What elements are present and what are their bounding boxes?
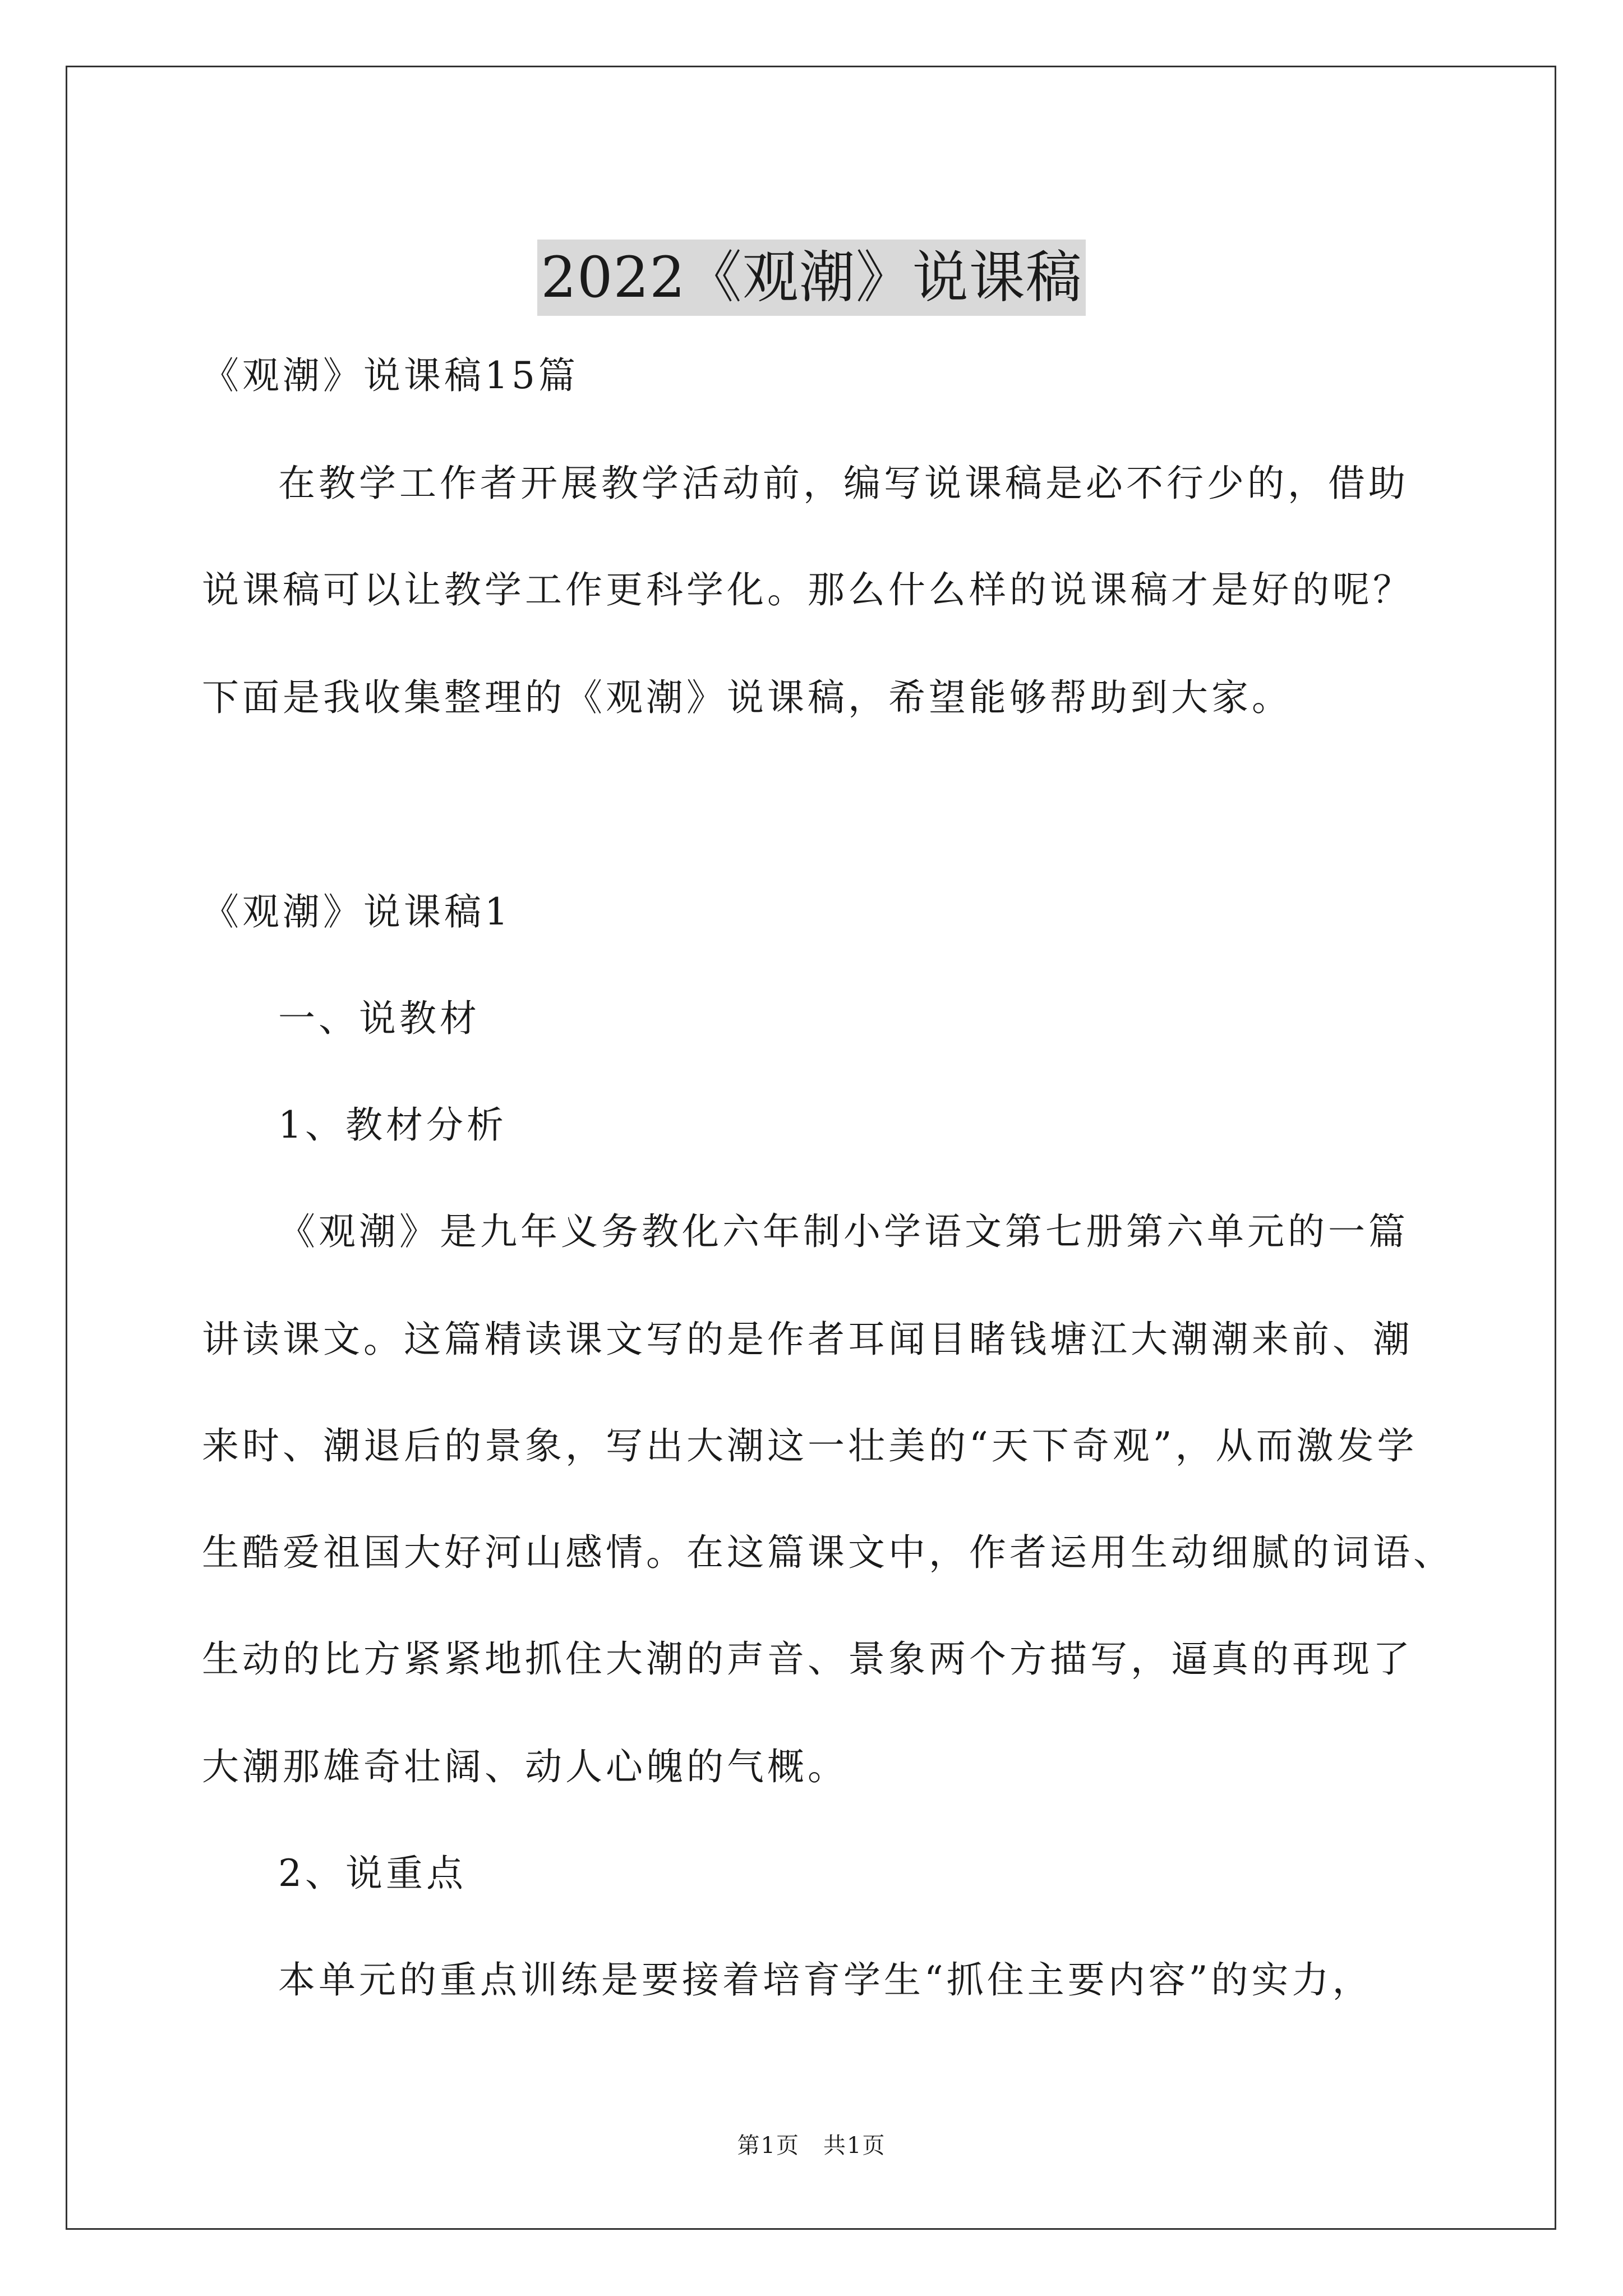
document-title: 2022《观潮》说课稿 bbox=[537, 240, 1086, 316]
subsection-heading: 1、教材分析 bbox=[278, 1103, 507, 1147]
subtitle-line: 《观潮》说课稿15篇 bbox=[202, 354, 579, 397]
subsection-heading: 一、说教材 bbox=[278, 997, 480, 1040]
body-paragraph-line: 本单元的重点训练是要接着培育学生“抓住主要内容”的实力， bbox=[278, 1958, 1373, 2001]
subsection-heading: 2、说重点 bbox=[278, 1852, 467, 1895]
section-heading: 《观潮》说课稿1 bbox=[202, 890, 511, 933]
intro-paragraph-line: 说课稿可以让教学工作更科学化。那么什么样的说课稿才是好的呢？ bbox=[202, 568, 1413, 611]
title-wrap bbox=[0, 202, 1623, 353]
intro-paragraph-line: 下面是我收集整理的《观潮》说课稿，希望能够帮助到大家。 bbox=[202, 676, 1292, 719]
body-paragraph-line: 来时、潮退后的景象，写出大潮这一壮美的“天下奇观”，从而激发学 bbox=[202, 1424, 1418, 1467]
body-paragraph-line: 讲读课文。这篇精读课文写的是作者耳闻目睹钱塘江大潮潮来前、潮 bbox=[202, 1318, 1413, 1361]
body-paragraph-line: 《观潮》是九年义务教化六年制小学语文第七册第六单元的一篇 bbox=[278, 1210, 1409, 1253]
body-paragraph-line: 生动的比方紧紧地抓住大潮的声音、景象两个方描写，逼真的再现了 bbox=[202, 1637, 1413, 1681]
page-footer: 第1页 共1页 bbox=[737, 2133, 886, 2159]
body-paragraph-line: 生酷爱祖国大好河山感情。在这篇课文中，作者运用生动细腻的词语、 bbox=[202, 1531, 1454, 1574]
intro-paragraph-line: 在教学工作者开展教学活动前，编写说课稿是必不行少的，借助 bbox=[278, 462, 1409, 505]
body-paragraph-line: 大潮那雄奇壮阔、动人心魄的气概。 bbox=[202, 1745, 848, 1788]
